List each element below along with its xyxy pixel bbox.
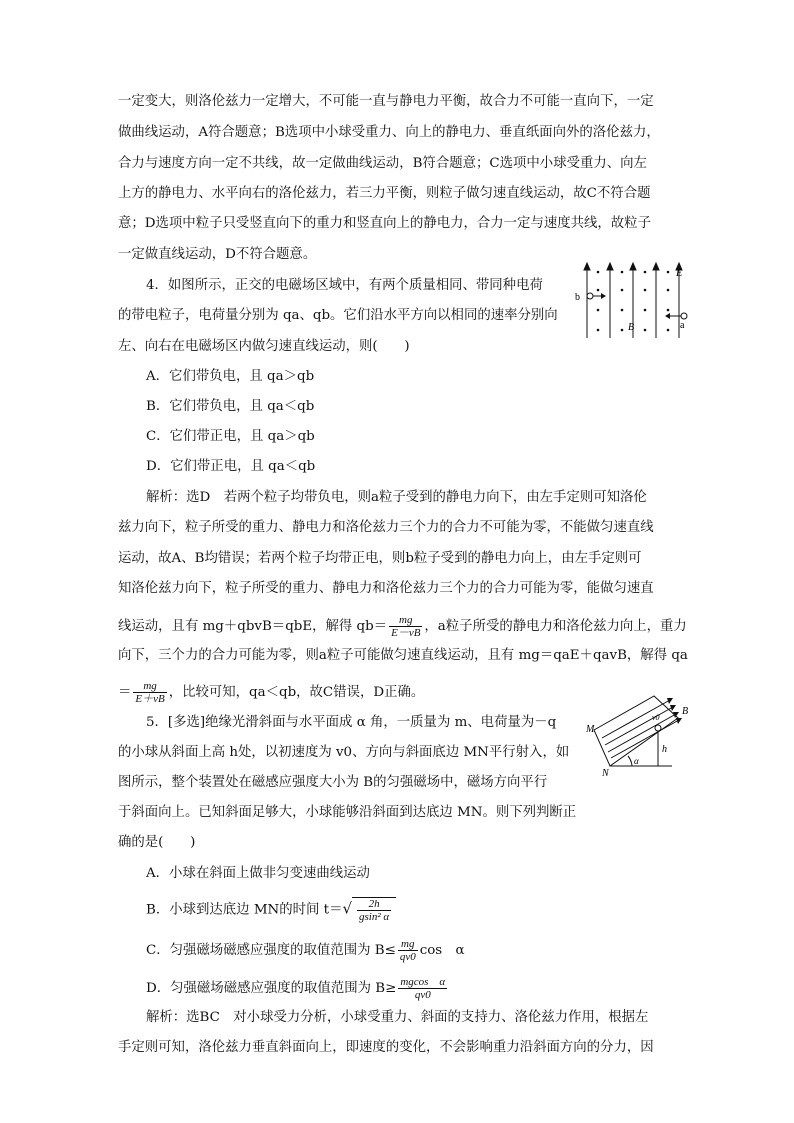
analysis-line: ＝ $\frac{mg}{E+vB}$ ，比较可知，qa＜qb，故C错误，D正确。 xyxy=(118,680,425,705)
option-c: C．匀强磁场磁感应强度的取值范围为 B≤ $\frac{mg}{qv0}$ cos α xyxy=(146,938,465,963)
question-4-stem: 4．如图所示，正交的电磁场区域中，有两个质量相同、带同种电荷 xyxy=(146,278,543,293)
question-5-stem: 于斜面向上。已知斜面足够大，小球能够沿斜面到达底边 MN。则下列判断正 xyxy=(118,805,577,820)
question-4-stem: 的带电粒子，电荷量分别为 qa、qb。它们沿水平方向以相同的速率分别向 xyxy=(118,308,558,323)
analysis-line: 运动，故A、B均错误；若两个粒子均带正电，则b粒子受到的静电力向上，由左手定则可 xyxy=(118,551,642,566)
analysis-line: 解析：选BC 对小球受力分析，小球受重力、斜面的支持力、洛伦兹力作用，根据左 xyxy=(146,1010,649,1025)
label-M: M xyxy=(586,724,595,735)
option-b: B．它们带负电，且 qa＜qb xyxy=(146,399,315,414)
particle-b xyxy=(587,293,593,299)
analysis-line: 解析：选D 若两个粒子均带负电，则a粒子受到的静电力向下，由左手定则可知洛伦 xyxy=(146,490,647,505)
label-N: N xyxy=(602,768,609,779)
analysis-line: 向下，三个力的合力可能为零，则a粒子可能做匀速直线运动，且有 mg＝qaE＋qavB，解得 qa xyxy=(118,648,688,663)
label-E: E xyxy=(676,268,683,279)
particle-a xyxy=(681,313,687,319)
em-field-figure xyxy=(572,260,690,342)
text-line: 一定做直线运动，D不符合题意。 xyxy=(118,247,317,262)
ball xyxy=(655,725,661,731)
label-B: B xyxy=(682,706,689,717)
analysis-line: 线运动，且有 mg＋qbvB＝qbE，解得 qb＝ $\frac{mg}{E-vB}$ ，a粒子所受的静电力和洛伦兹力向上，重力 xyxy=(118,614,687,639)
analysis-line: 手定则可知，洛伦兹力垂直斜面向上，即速度的变化，不会影响重力沿斜面方向的分力，因 xyxy=(118,1040,654,1055)
text-line: 一定变大，则洛伦兹力一定增大，不可能一直与静电力平衡，故合力不可能一直向下，一定 xyxy=(118,94,654,109)
question-5-stem: 的小球从斜面上高 h处，以初速度为 v0、方向与斜面底边 MN平行射入，如 xyxy=(118,745,570,760)
option-d: D．它们带正电，且 qa＜qb xyxy=(146,459,316,474)
text-line: 做曲线运动，A符合题意；B选项中小球受重力、向上的静电力、垂直纸面向外的洛伦兹力， xyxy=(118,125,660,140)
label-a: a xyxy=(680,320,685,331)
option-c: C．它们带正电，且 qa＞qb xyxy=(146,429,315,444)
label-B: B xyxy=(628,322,635,333)
label-v0: v0 xyxy=(652,713,660,722)
option-a: A．小球在斜面上做非匀变速曲线运动 xyxy=(146,866,370,881)
incline-figure xyxy=(572,690,690,779)
question-5-stem: 图所示，整个装置处在磁感应强度大小为 B的匀强磁场中，磁场方向平行 xyxy=(118,775,548,790)
question-5-stem: 5．[多选]绝缘光滑斜面与水平面成 α 角，一质量为 m、电荷量为－q xyxy=(146,715,557,730)
analysis-line: 知洛伦兹力向下，粒子所受的重力、静电力和洛伦兹力三个力的合力可能为零，能做匀速直 xyxy=(118,581,654,596)
analysis-line: 兹力向下，粒子所受的重力、静电力和洛伦兹力三个力的合力不可能为零，不能做匀速直线 xyxy=(118,520,654,535)
text-line: 合力与速度方向一定不共线，故一定做曲线运动，B符合题意；C选项中小球受重力、向左 xyxy=(118,156,647,171)
option-d: D．匀强磁场磁感应强度的取值范围为 B≥ $\frac{\text{mgcos α}}{qv0}$ xyxy=(146,976,446,1001)
question-4-stem: 左、向右在电磁场区内做匀速直线运动，则( ) xyxy=(118,339,410,354)
label-alpha: α xyxy=(634,756,639,766)
text-line: 上方的静电力、水平向右的洛伦兹力，若三力平衡，则粒子做匀速直线运动，故C不符合题 xyxy=(118,186,651,201)
label-b: b xyxy=(575,292,580,303)
option-a: A．它们带负电，且 qa＞qb xyxy=(146,369,315,384)
question-5-stem: 确的是( ) xyxy=(118,835,196,850)
option-b: B．小球到达底边 MN的时间 t＝√ $\frac{2h}{\text{gsin² α}}$ xyxy=(146,897,396,923)
text-line: 意；D选项中粒子只受竖直向下的重力和竖直向上的静电力，合力一定与速度共线，故粒子 xyxy=(118,216,651,231)
label-h: h xyxy=(662,744,667,755)
